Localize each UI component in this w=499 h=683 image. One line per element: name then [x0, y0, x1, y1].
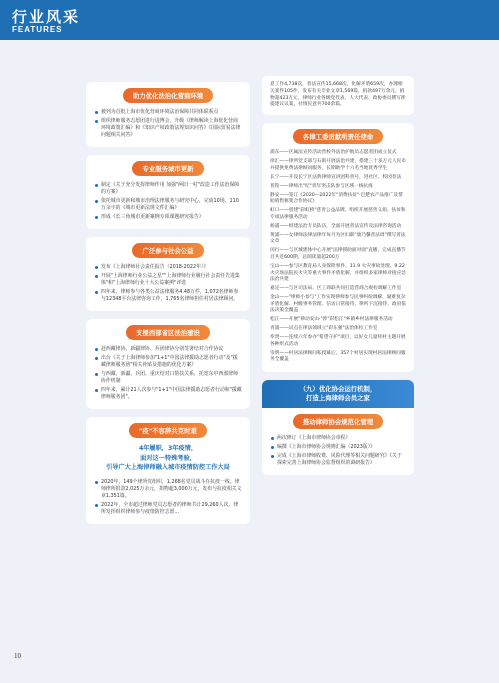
section-title: 专业服务城市更新 [132, 161, 203, 176]
list-item: 黄浦——女律师法律法律年每月为区妇联"康乃馨普法周"撰写普法文章 [270, 232, 406, 245]
membership-card [262, 380, 414, 475]
list-item: 长宁——开设长宁区法典律师宣讲团科普号，进社区、校园普法 [270, 174, 402, 180]
quote-line: 面对这一特殊考验， [140, 454, 196, 462]
list-item: 嘉定——与区司法局、区工商联共同打造营商合规检调解工作室 [270, 286, 402, 292]
list-item: 2020年，149个律所党组织，1,268名党员战斗在抗疫一线。律师律所捐款2,025万余元，捐物超3,000万元，发布与抗疫相关文章1,351篇。 [94, 479, 242, 500]
covid-quote [94, 444, 242, 473]
right-column [262, 76, 414, 483]
continuation-card [262, 76, 414, 115]
list-item: 崇明——村居法律顾问私授幕后，357个村居实现村居法律顾问服务全覆盖 [270, 350, 406, 363]
header-subtitle: FEATURES [12, 25, 63, 34]
list-item: 闵行——与区城建体中心开展"法律援助面对面"直播，完成直播节目共近600期，总阅读量超200万 [270, 248, 406, 261]
section-card [86, 82, 250, 147]
quote-line: 引导广大上海律师融入城市疫情防控工作大局 [106, 464, 230, 471]
list-item: 编撰《上海市律师协会规则汇编（2023版）》 [270, 444, 406, 451]
left-sections [86, 82, 250, 409]
list-item: 宝山——参与区教育局人身保险事件、11.9 火灾事故处理、9.22火灾场法院民火灾等重大事件矛盾化解，并组织多家律师对接应急法治共建 [270, 264, 406, 283]
continuation-text: 息工作4,738次，普法宣传15,668次，化解矛盾659次，办理相关案件105件，发布有关专业文章1,569篇，捐款497万余元，捐物超423万元，律师行业各级党代表、人大代表、政协委员撰写涉提建议议案，社情民意共700余篇。 [270, 82, 406, 108]
covid-list [94, 479, 242, 516]
list-item: 浦东——区属法宣传活动营校外法治护航员志愿者团成立仪式 [270, 150, 397, 156]
section-card [86, 155, 250, 229]
membership-list [270, 435, 406, 467]
list-item: 静安——签订《2020—2022年"消费扶贫"·巴楚农产品推广及帮助销售框架合作协议》 [270, 192, 403, 205]
list-item: 四年来，律师参与各类公益法律服务4.48万件，1,072名律师参与12348平台法律咨询工作，1,765名律师担任村居法律顾问。 [94, 289, 242, 303]
list-item: 完成《上海市律师收费、风险代理等相关问题研究》《关于探索完善上海律师协会监督组织的调研报告》 [270, 453, 406, 467]
banner-line: （九）优化协会运行机制， [299, 385, 377, 394]
page-header [0, 0, 499, 40]
section-card [86, 319, 250, 409]
list-item: 松江——开展"律动安山·"涉"彩松江"乡镇乡村法律服务活动 [270, 317, 393, 323]
district-card [262, 123, 414, 372]
list-item: 开展"上海律师行业公益之星""上海律师行业履行社会责任先进集体"和"上海律师行业十大公益案例"评选 [94, 273, 242, 287]
list-item: 2022年，全市超过律师党员志愿者的律师共计29,260人次，律所发挥组织律师参与疫情防控志愿... [94, 502, 242, 516]
page-number: 10 [14, 652, 21, 660]
section-list [94, 182, 242, 221]
section-list [94, 346, 242, 401]
membership-body [262, 408, 414, 467]
list-item: 杨浦——组建法治专员队伍，全面开展普法宣传及法律咨询活动 [270, 223, 402, 229]
banner-line: 打造上海律师会员之家 [306, 394, 370, 403]
section-title: 支援西部省区法治建设 [126, 325, 210, 340]
district-list [270, 150, 406, 364]
section-card [86, 237, 250, 311]
section-title: 广泛参与社会公益 [132, 243, 203, 258]
list-item: 依托城市更新和城市治理法律服务与研究中心，完成10场、110万余字的《城市更新法规文件汇编》 [94, 198, 242, 212]
list-item: 赴西藏律协、新疆律协、兵团律协分别签署结对合作协议 [94, 346, 242, 353]
left-column [86, 82, 250, 532]
section-list [94, 109, 242, 139]
list-item: 制定《关于充分发挥律师作用 加强"两旧一村"改造工作法治保障的方案》 [94, 182, 242, 196]
covid-card [86, 417, 250, 524]
list-item: 被列为首批上海市优化营商环境法治保障共同体联系点 [94, 109, 242, 116]
list-item: 两次修订《上海市律师协会章程》 [270, 435, 406, 442]
list-item: 青浦——试点在律法领域立"彩东强"法治体检工作室 [270, 326, 378, 332]
list-item: 与西藏、新疆、兵团、重庆结对口帮扶关系，托宽东中西部律师协作机制 [94, 371, 242, 385]
section-title: 助力优化法治化营商环境 [123, 88, 213, 103]
list-item: 虹口——创建"彩虹桥"慈善公益品牌，组织开展慈善义捐、扶贫和专项法律服务活动 [270, 208, 406, 220]
district-title: 各律工委贡献所责任使命 [293, 129, 383, 144]
section-list [94, 264, 242, 303]
list-item: 普陀——律师出"纪"青年突击队参与区域一线抗疫 [270, 183, 373, 189]
list-item: 出台《关于上海律师参加"1+1"中国法律援助志愿者行动"及"援藏律师服务团"相关补贴及措施的优化方案》 [94, 355, 242, 369]
list-item: 四年来，累计21人次参与"1+1"中国法律援助志愿者行动和"援藏律师服务团"。 [94, 387, 242, 401]
list-item: 徐汇——律所党支部与石街开展法治共建，搭建三十多万元人民币并提供免费法律顾问服务，长期助学十六名当地优秀学生 [270, 159, 406, 171]
quote-line: 4年履职，3年疫情， [138, 445, 198, 452]
membership-banner [262, 380, 414, 408]
covid-title: "疫"不容辞共克时艰 [129, 423, 207, 438]
list-item: 组织律师服务志愿团进行进博会，升级《律师解读上海优化营商环境政策汇编》和《知识产权政策法规知识问答》《国际贸易法律问题相关问答》 [94, 118, 242, 139]
list-item: 发布《上海律师社会责任报告（2018-2022年）》 [94, 264, 242, 271]
list-item: 形成《长三角城市更新案例专项课题研究报告》 [94, 214, 242, 221]
list-item: 奉贤——连续六年参办"希望守护"项目，以好女儿量样村主题开展各种形式活动 [270, 335, 406, 347]
list-item: 金山——"律师小参与"工作实现律师参与民事纠纷调解、疑难复杂矛盾化解、村级事务管理、信访日常接待、律所下沉接待、政府依法决策全覆盖 [270, 295, 406, 314]
header-title: 行业风采 [12, 8, 81, 26]
membership-subtitle: 推动律师协会规范化管理 [293, 414, 383, 429]
